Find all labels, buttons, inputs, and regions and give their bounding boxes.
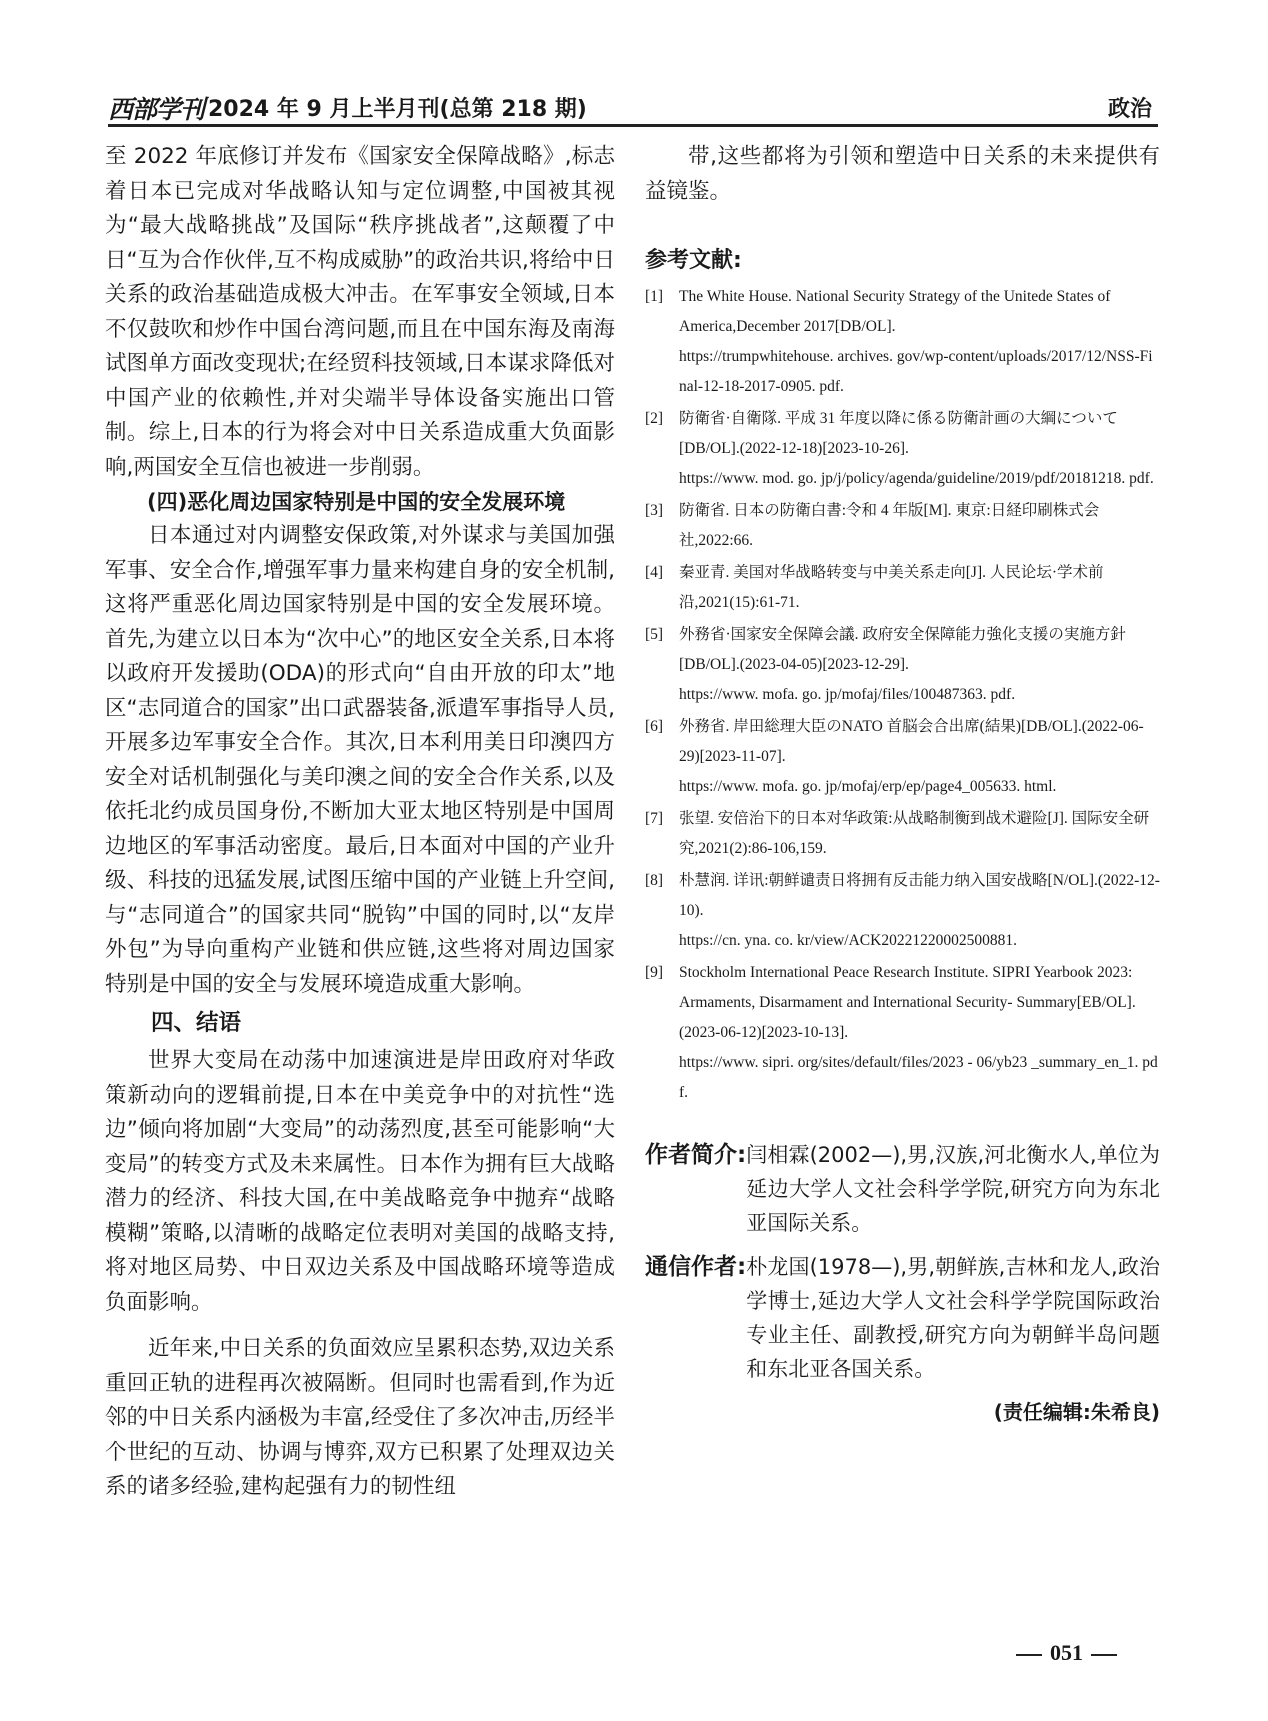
reference-item: [6] 外務省. 岸田総理大臣のNATO 首脳会合出席(結果)[DB/OL].(2022-06-29)[2023-11-07]. https://www. mofa. go. jp/mofaj/erp/ep/page4_005633. html. xyxy=(645,712,1160,802)
paragraph: 带,这些都将为引领和塑造中日关系的未来提供有益镜鉴。 xyxy=(645,144,1160,204)
corresponding-text: 朴龙国(1978—),男,朝鲜族,吉林和龙人,政治学博士,延边大学人文社会科学学院国际政治专业主任、副教授,研究方向为朝鲜半岛问题和东北亚各国关系。 xyxy=(746,1255,1160,1381)
author-info xyxy=(645,1138,1160,1425)
dash-left xyxy=(1016,1654,1042,1656)
reference-url: https://www. mofa. go. jp/mofaj/files/100487363. pdf. xyxy=(679,686,1016,703)
section-heading: 四、结语 xyxy=(151,1010,242,1036)
reference-url: https://cn. yna. co. kr/view/ACK20221220002500881. xyxy=(679,932,1017,949)
reference-item: [9] Stockholm International Peace Research Institute. SIPRI Yearbook 2023: Armaments, Disarmament and International Security- Summary[EB/OL].(2023-06-12)[2023-10-13]. https://www. sipri. org/sites/default/files/2023 - 06/yb23 _summary_en_1. pdf. xyxy=(645,958,1160,1108)
reference-item: [5] 外務省·国家安全保障会議. 政府安全保障能力強化支援の実施方針[DB/OL].(2023-04-05)[2023-12-29]. https://www. mofa. go. jp/mofaj/files/100487363. pdf. xyxy=(645,620,1160,710)
issue-info: 2024 年 9 月上半月刊(总第 218 期) xyxy=(208,97,587,122)
paragraph: 世界大变局在动荡中加速演进是岸田政府对华政策新动向的逻辑前提,日本在中美竞争中的对抗性“选边”倾向将加剧“大变局”的动荡烈度,甚至可能影响“大变局”的转变方式及未来属性。日本作为拥有巨大战略潜力的经济、科技大国,在中美战略竞争中抛弃“战略模糊”策略,以清晰的战略定位表明对美国的战略支持,将对地区局势、中日双边关系及中国战略环境等造成负面影响。 xyxy=(105,1048,615,1315)
reference-item: [3] 防衛省. 日本の防衛白書:令和 4 年版[M]. 東京:日経印刷株式会社,2022:66. xyxy=(645,502,1100,549)
paragraph: 日本通过对内调整安保政策,对外谋求与美国加强军事、安全合作,增强军事力量来构建自身的安全机制,这将严重恶化周边国家特别是中国的安全发展环境。首先,为建立以日本为“次中心”的地区安全关系,日本将以政府开发援助(ODA)的形式向“自由开放的印太”地区“志同道合的国家”出口武器装备,派遣军事指导人员,开展多边军事安全合作。其次,日本利用美日印澳四方安全对话机制强化与美印澳之间的安全合作关系,以及依托北约成员国身份,不断加大亚太地区特别是中国周边地区的军事活动密度。最后,日本面对中国的产业升级、科技的迅猛发展,试图压缩中国的产业链上升空间,与“志同道合”的国家共同“脱钩”中国的同时,以“友岸外包”为导向重构产业链和供应链,这些将对周边国家特别是中国的安全与发展环境造成重大影响。 xyxy=(105,523,615,997)
reference-item: [7] 张望. 安倍治下的日本对华政策:从战略制衡到战术避险[J]. 国际安全研究,2021(2):86-106,159. xyxy=(645,810,1150,857)
corresponding-author xyxy=(645,1250,1160,1386)
paragraph: 至 2022 年底修订并发布《国家安全保障战略》,标志着日本已完成对华战略认知与定位调整,中国被其视为“最大战略挑战”及国际“秩序挑战者”,这颠覆了中日“互为合作伙伴,互不构成威胁”的政治共识,将给中日关系的政治基础造成极大冲击。在军事安全领域,日本不仅鼓吹和炒作中国台湾问题,而且在中国东海及南海试图单方面改变现状;在经贸科技领域,日本谋求降低对中国产业的依赖性,并对尖端半导体设备实施出口管制。综上,日本的行为将会对中日关系造成重大负面影响,两国安全互信也被进一步削弱。 xyxy=(105,144,615,480)
author-bio xyxy=(645,1138,1160,1240)
author-text: 闫相霖(2002—),男,汉族,河北衡水人,单位为延边大学人文社会科学学院,研究方向为东北亚国际关系。 xyxy=(746,1143,1160,1235)
reference-url: https://www. sipri. org/sites/default/files/2023 - 06/yb23 _summary_en_1. pdf. xyxy=(679,1054,1158,1101)
dash-right xyxy=(1091,1654,1117,1656)
page-header xyxy=(108,86,1158,126)
section-label: 政治 xyxy=(1107,97,1152,122)
reference-list xyxy=(645,282,1160,1108)
reference-item: [1] The White House. National Security Strategy of the Unitede States of America,December 2017[DB/OL]. https://trumpwhitehouse. archives. gov/wp-content/uploads/2017/12/NSS-Final-12-18-2017-0905. pdf. xyxy=(645,282,1160,402)
page-number xyxy=(1008,1640,1125,1666)
reference-item: [8] 朴慧润. 详讯:朝鲜谴责日将拥有反击能力纳入国安战略[N/OL].(2022-12-10). https://cn. yna. co. kr/view/ACK20221220002500881. xyxy=(645,866,1160,956)
paragraph: 近年来,中日关系的负面效应呈累积态势,双边关系重回正轨的进程再次被隔断。但同时也需看到,作为近邻的中日关系内涵极为丰富,经受住了多次冲击,历经半个世纪的互动、协调与博弈,双方已积累了处理双边关系的诸多经验,建构起强有力的韧性纽 xyxy=(105,1336,615,1499)
corresponding-label: 通信作者: xyxy=(645,1254,747,1280)
reference-item: [2] 防衛省·自衛隊. 平成 31 年度以降に係る防衛計画の大綱について[DB/OL].(2022-12-18)[2023-10-26]. https://www. mod. go. jp/j/policy/agenda/guideline/2019/pdf/20181218. pdf. xyxy=(645,404,1160,494)
right-column xyxy=(645,140,1160,1425)
references-title: 参考文献: xyxy=(645,248,742,273)
reference-url: https://www. mod. go. jp/j/policy/agenda/guideline/2019/pdf/20181218. pdf. xyxy=(679,470,1154,487)
responsible-editor: (责任编辑:朱希良) xyxy=(993,1400,1160,1424)
left-column xyxy=(105,140,615,1505)
author-label: 作者简介: xyxy=(645,1142,747,1168)
reference-url: https://trumpwhitehouse. archives. gov/wp-content/uploads/2017/12/NSS-Final-12-18-2017-0905. pdf. xyxy=(679,348,1153,395)
page-number-text: 051 xyxy=(1050,1640,1083,1665)
reference-item: [4] 秦亚青. 美国对华战略转变与中美关系走向[J]. 人民论坛·学术前沿,2021(15):61-71. xyxy=(645,564,1104,611)
subheading: (四)恶化周边国家特别是中国的安全发展环境 xyxy=(147,490,566,514)
reference-url: https://www. mofa. go. jp/mofaj/erp/ep/page4_005633. html. xyxy=(679,778,1057,795)
journal-logo: 西部学刊 xyxy=(108,95,205,124)
header-rule xyxy=(108,124,1158,127)
